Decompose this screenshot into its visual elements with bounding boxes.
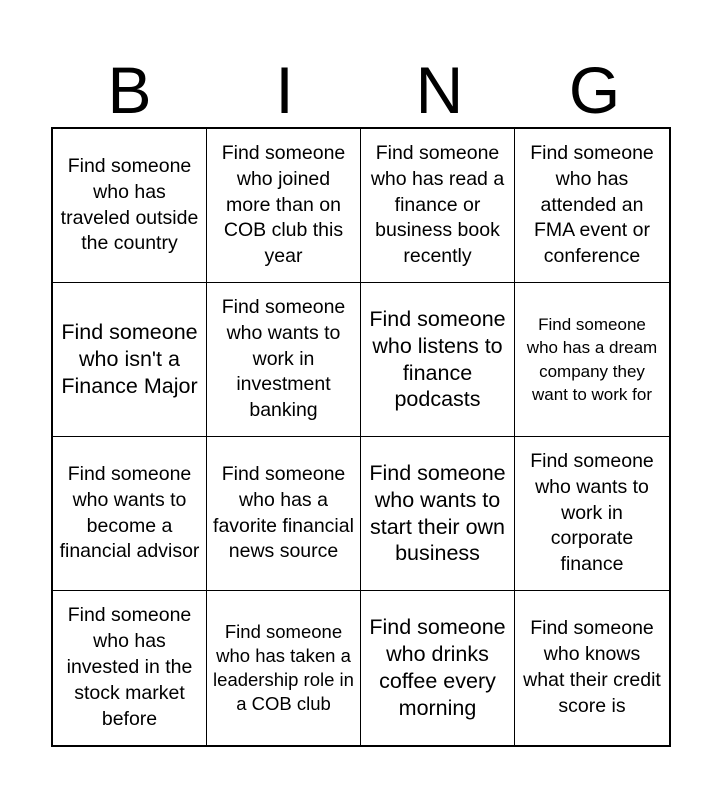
cell-text: Find someone who wants to start their own business	[369, 460, 506, 566]
cell-text: Find someone who has read a finance or business book recently	[370, 141, 505, 268]
cell-text: Find someone who knows what their credit score is	[523, 617, 661, 717]
cell-text: Find someone who drinks coffee every morning	[369, 615, 506, 720]
bingo-cell-1-1[interactable]	[53, 129, 207, 283]
bingo-cell-4-3[interactable]	[361, 591, 515, 745]
cell-text: Find someone who has taken a leadership role in a COB club	[213, 620, 354, 715]
bingo-cell-2-2[interactable]	[207, 283, 361, 437]
cell-text: Find someone who has attended an FMA event or conference	[530, 141, 654, 268]
bingo-cell-1-4[interactable]	[515, 129, 669, 283]
bingo-cell-3-3[interactable]	[361, 437, 515, 591]
bingo-cell-2-3[interactable]	[361, 283, 515, 437]
cell-text: Find someone who listens to finance podcasts	[369, 306, 506, 412]
bingo-header	[52, 52, 672, 128]
cell-text: Find someone who wants to work in investment banking	[221, 295, 346, 422]
cell-text: Find someone who wants to work in corporate finance	[530, 449, 654, 576]
cell-text: Find someone who has a favorite financial news source	[213, 462, 354, 563]
bingo-cell-3-1[interactable]	[53, 437, 207, 591]
bingo-cell-3-2[interactable]	[207, 437, 361, 591]
bingo-cell-1-2[interactable]	[207, 129, 361, 283]
cell-text: Find someone who has a dream company they want to work for	[526, 314, 658, 404]
header-letter-b: B	[107, 53, 152, 127]
bingo-cell-4-1[interactable]	[53, 591, 207, 745]
bingo-cell-4-4[interactable]	[515, 591, 669, 745]
bingo-cell-2-1[interactable]	[53, 283, 207, 437]
header-letter-n: N	[415, 53, 464, 127]
cell-text: Find someone who wants to become a financial advisor	[59, 462, 200, 563]
cell-text: Find someone who joined more than on COB club this year	[221, 141, 346, 268]
bingo-cell-2-4[interactable]	[515, 283, 669, 437]
bingo-cell-1-3[interactable]	[361, 129, 515, 283]
cell-text: Find someone who has invested in the stock market before	[66, 604, 193, 730]
cell-text: Find someone who has traveled outside the country	[60, 154, 199, 255]
bingo-board	[51, 127, 671, 747]
cell-text: Find someone who isn't a Finance Major	[61, 320, 198, 398]
bingo-cell-4-2[interactable]	[207, 591, 361, 745]
bingo-cell-3-4[interactable]	[515, 437, 669, 591]
header-letter-i: I	[275, 53, 294, 127]
header-letter-g: G	[568, 53, 621, 127]
